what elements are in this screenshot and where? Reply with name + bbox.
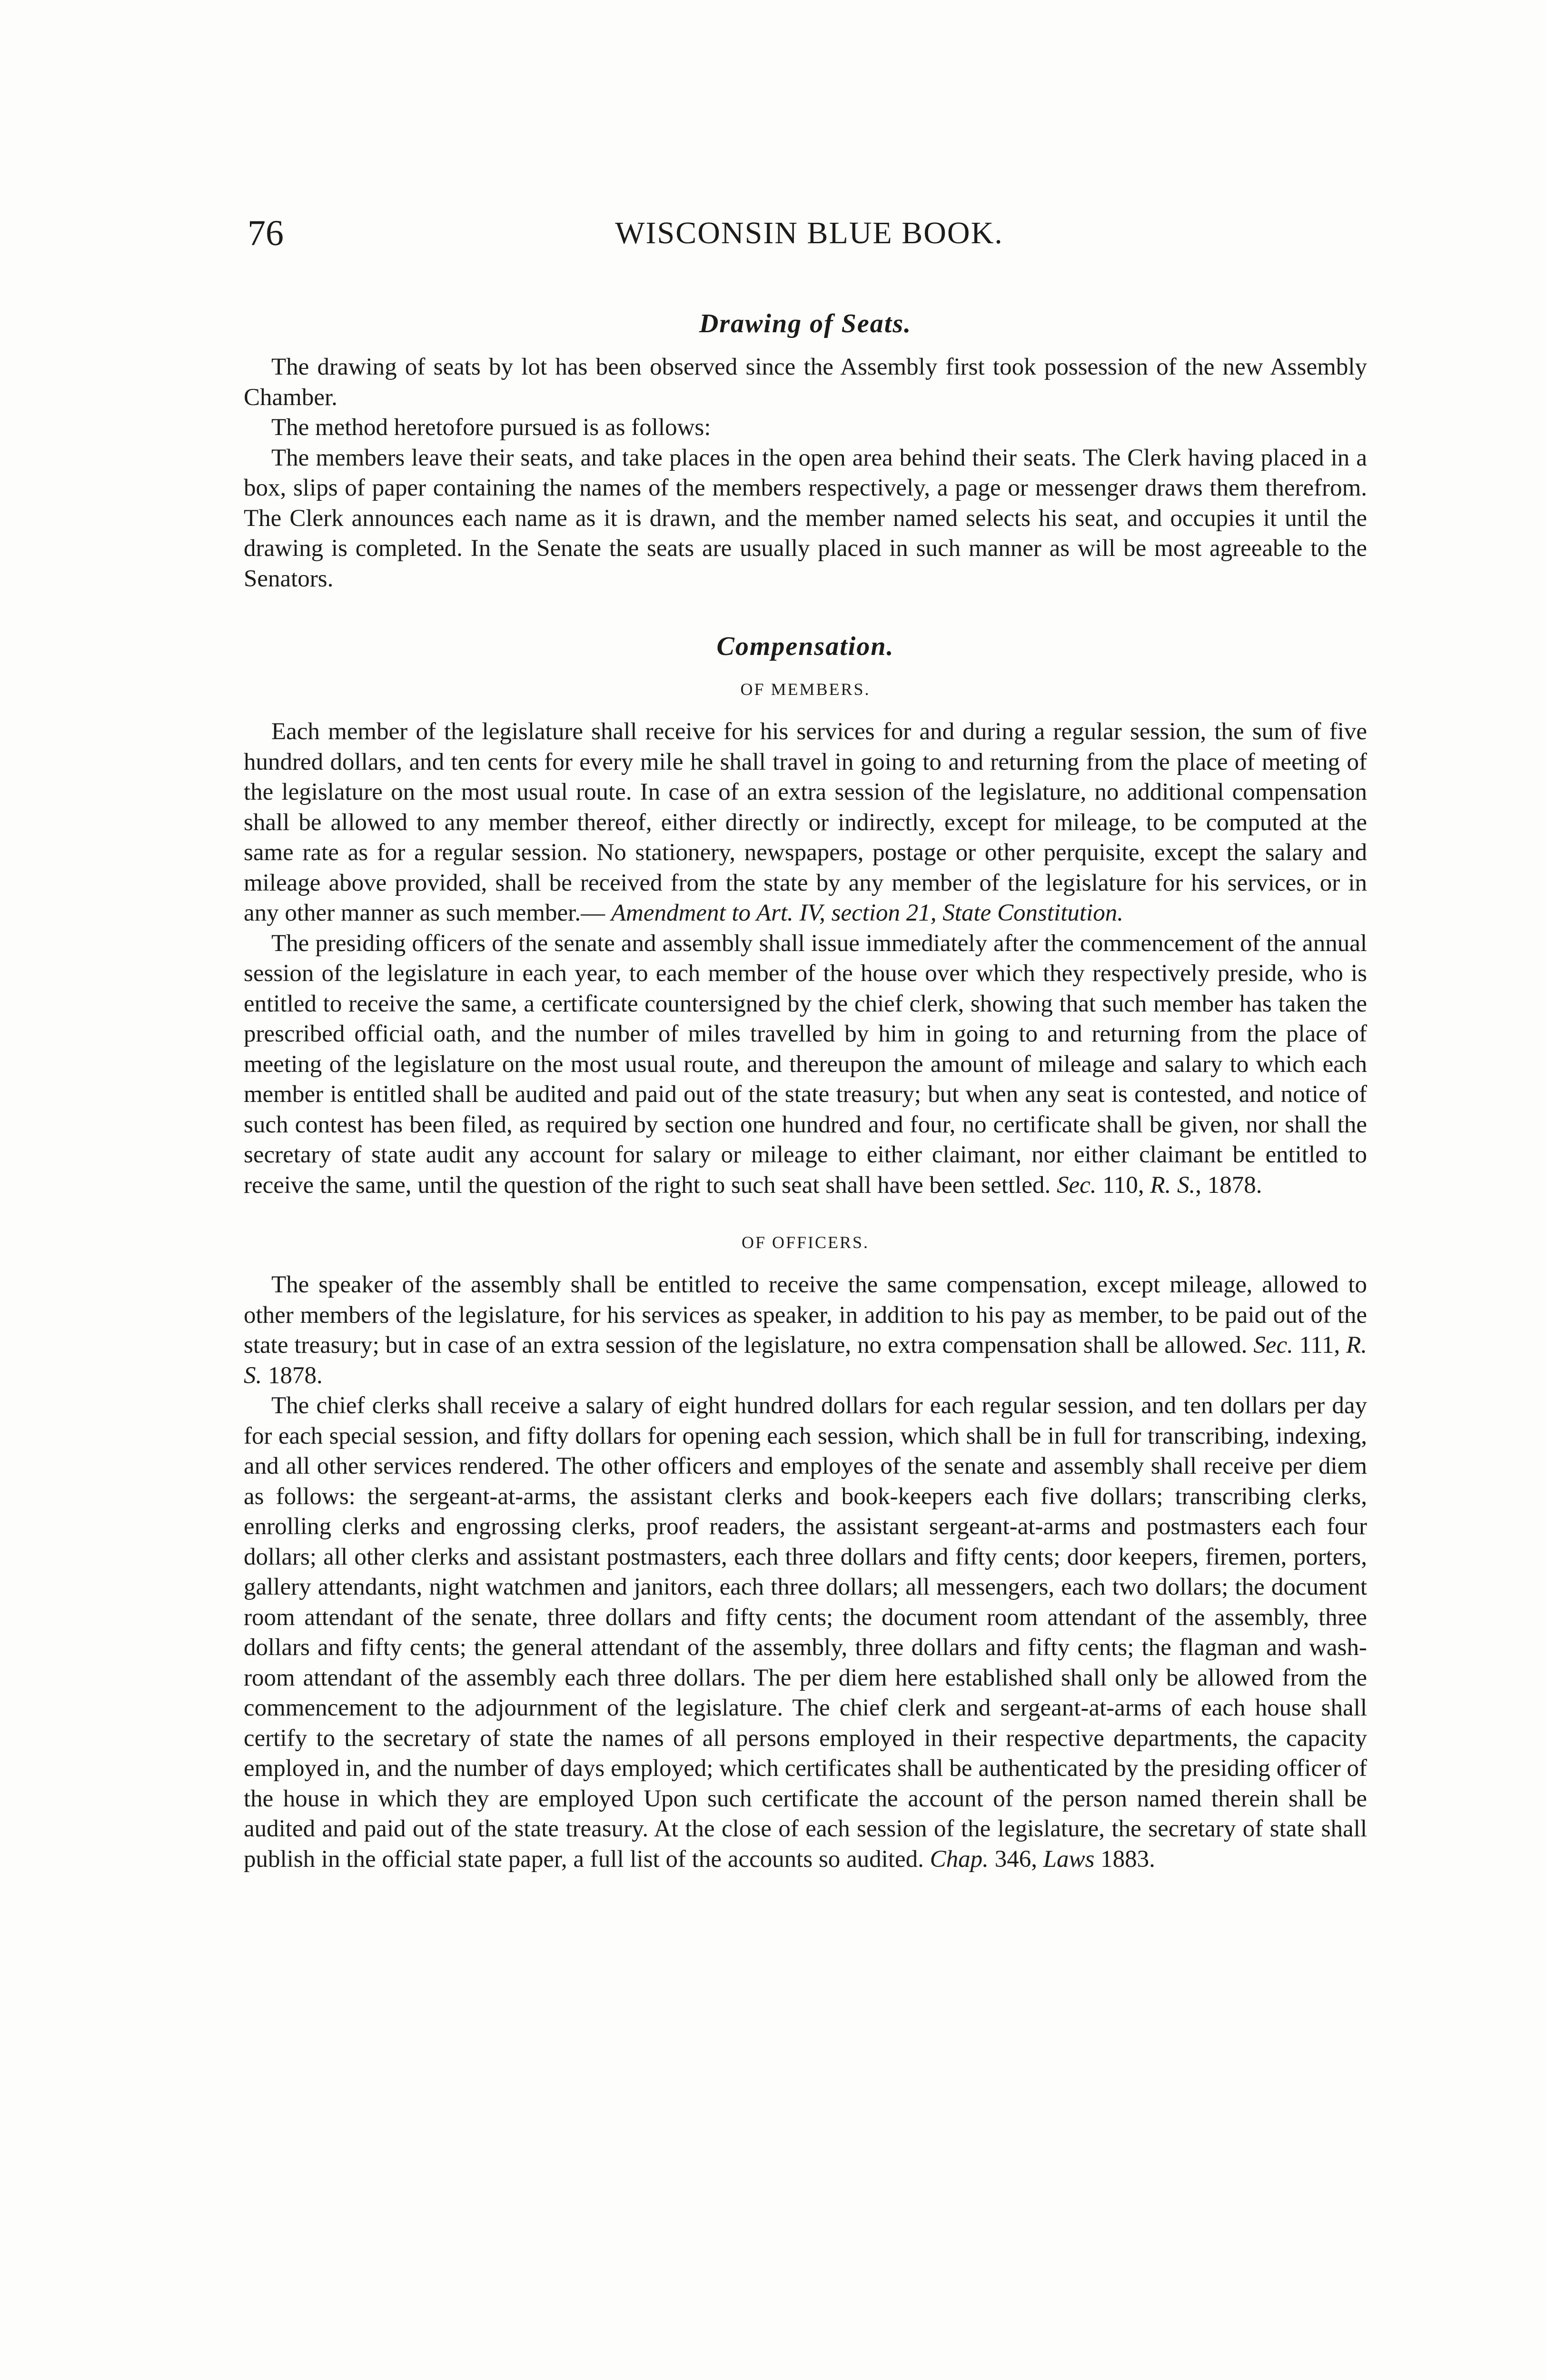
citation-number: 110, [1102,1171,1144,1199]
subsection-members [244,675,1367,1200]
citation-year: 1878. [268,1362,323,1389]
paragraph-text: Each member of the legislature shall receive for his services for and during a regular session, the sum of five hundred dollars, and ten cents for every mile he shall travel in going to and returning from the place of meeting of the legislature on the most usual route. In case of an extra session of the legislature, no additional compensation shall be allowed to any member thereof, either directly or indirectly, except for mileage, to be computed at the same rate as for a regular session. No stationery, newspapers, postage or other perquisite, except the salary and mileage above provided, shall be received from the state by any member of the legislature for his services, or in any other manner as such member.— [244,718,1367,926]
section-heading: Compensation. [716,632,894,661]
paragraph [244,929,1367,1201]
citation-sec: Sec. [1056,1171,1097,1199]
citation-sec: Sec. [1253,1332,1293,1359]
citation-year: 1883. [1100,1845,1155,1873]
citation-source: R. S. [1150,1171,1196,1199]
paragraph-text: The chief clerks shall receive a salary of eight hundred dollars for each regular session, and ten dollars per day for each special session, and fifty dollars for opening each session, which shall be in full for transcribing, indexing, and all other services rendered. The other officers and employes of the senate and assembly shall receive per diem as follows: the sergeant-at-arms, the assistant clerks and book-keepers each five dollars; transcribing clerks, enrolling clerks and engrossing clerks, proof readers, the assistant sergeant-at-arms and postmasters each four dollars; all other clerks and assistant postmasters, each three dollars and fifty cents; door keepers, firemen, porters, gallery attendants, night watchmen and janitors, each three dollars; all messengers, each two dollars; the document room attendant of the senate, three dollars and fifty cents; the document room attendant of the assembly, three dollars and fifty cents; the general attendant of the assembly, three dollars and fifty cents; the flagman and wash-room attendant of the assembly each three dollars. The per diem here established shall only be allowed from the commencement to the adjournment of the legislature. The chief clerk and sergeant-at-arms of each house shall certify to the secretary of state the names of all persons employed in their respective departments, the capacity employed in, and the number of days employed; which certificates shall be authenticated by the presiding officer of the house in which they are employed Upon such certificate the account of the person named therein shall be audited and paid out of the state treasury. At the close of each session of the legislature, the secretary of state shall publish in the official state paper, a full list of the accounts so audited. [244,1392,1367,1873]
section-drawing-of-seats [244,305,1367,594]
paragraph-text: The speaker of the assembly shall be entitled to receive the same compensation, except mileage, allowed to other members of the legislature, for his services as speaker, in addition to his pay as member, to be paid out of the state treasury; but in case of an extra session of the legislature, no extra compensation shall be allowed. [244,1271,1367,1359]
subsection-officers [244,1228,1367,1874]
section-compensation [244,627,1367,1874]
paragraph: The members leave their seats, and take places in the open area behind their seats. The Clerk having placed in a box, slips of paper containing the names of the members respectively, a page or messenger draws them therefrom. The Clerk announces each name as it is drawn, and the member named selects his seat, and occupies it until the drawing is completed. In the Senate the seats are usually placed in such manner as will be most agreeable to the Senators. [244,444,1367,592]
page-header [248,209,1371,262]
paragraph [244,1391,1367,1874]
subsection-heading: OF OFFICERS. [741,1233,870,1252]
citation-chap: Chap. [930,1845,989,1873]
paragraph [244,1270,1367,1391]
paragraph-text: The presiding officers of the senate and assembly shall issue immediately after the commencement of the annual session of the legislature in each year, to each member of the house over which they respectively preside, who is entitled to receive the same, a certificate countersigned by the chief clerk, showing that such member has taken the prescribed official oath, and the number of miles travelled by him in going to and returning from the place of meeting of the legislature on the most usual route, and thereupon the amount of mileage and salary to which each member is entitled shall be audited and paid out of the state treasury; but when any seat is contested, and notice of such contest has been filed, as required by section one hundred and four, no certificate shall be given, nor shall the secretary of state audit any account for salary or mileage to either claimant, nor either claimant be entitled to receive the same, until the question of the right to such seat shall have been settled. [244,930,1367,1199]
running-title: WISCONSIN BLUE BOOK. [615,216,1003,250]
section-heading: Drawing of Seats. [699,309,912,338]
paragraph: The drawing of seats by lot has been observed since the Assembly first took possession of the new Assembly Chamber. [244,354,1367,411]
subsection-heading: OF MEMBERS. [740,680,871,699]
citation: Amendment to Art. IV, section 21, State Constitution. [611,900,1123,926]
page-number: 76 [248,213,284,253]
paragraph [244,717,1367,929]
citation-source: Laws [1043,1845,1095,1873]
citation-number: 111, [1299,1332,1340,1359]
page-body [244,305,1367,1874]
citation-source: R. S. [244,1332,1368,1389]
citation-number: 346, [994,1845,1037,1873]
paragraph: The method heretofore pursued is as follows: [271,414,711,441]
citation-year: , 1878. [1195,1171,1262,1199]
